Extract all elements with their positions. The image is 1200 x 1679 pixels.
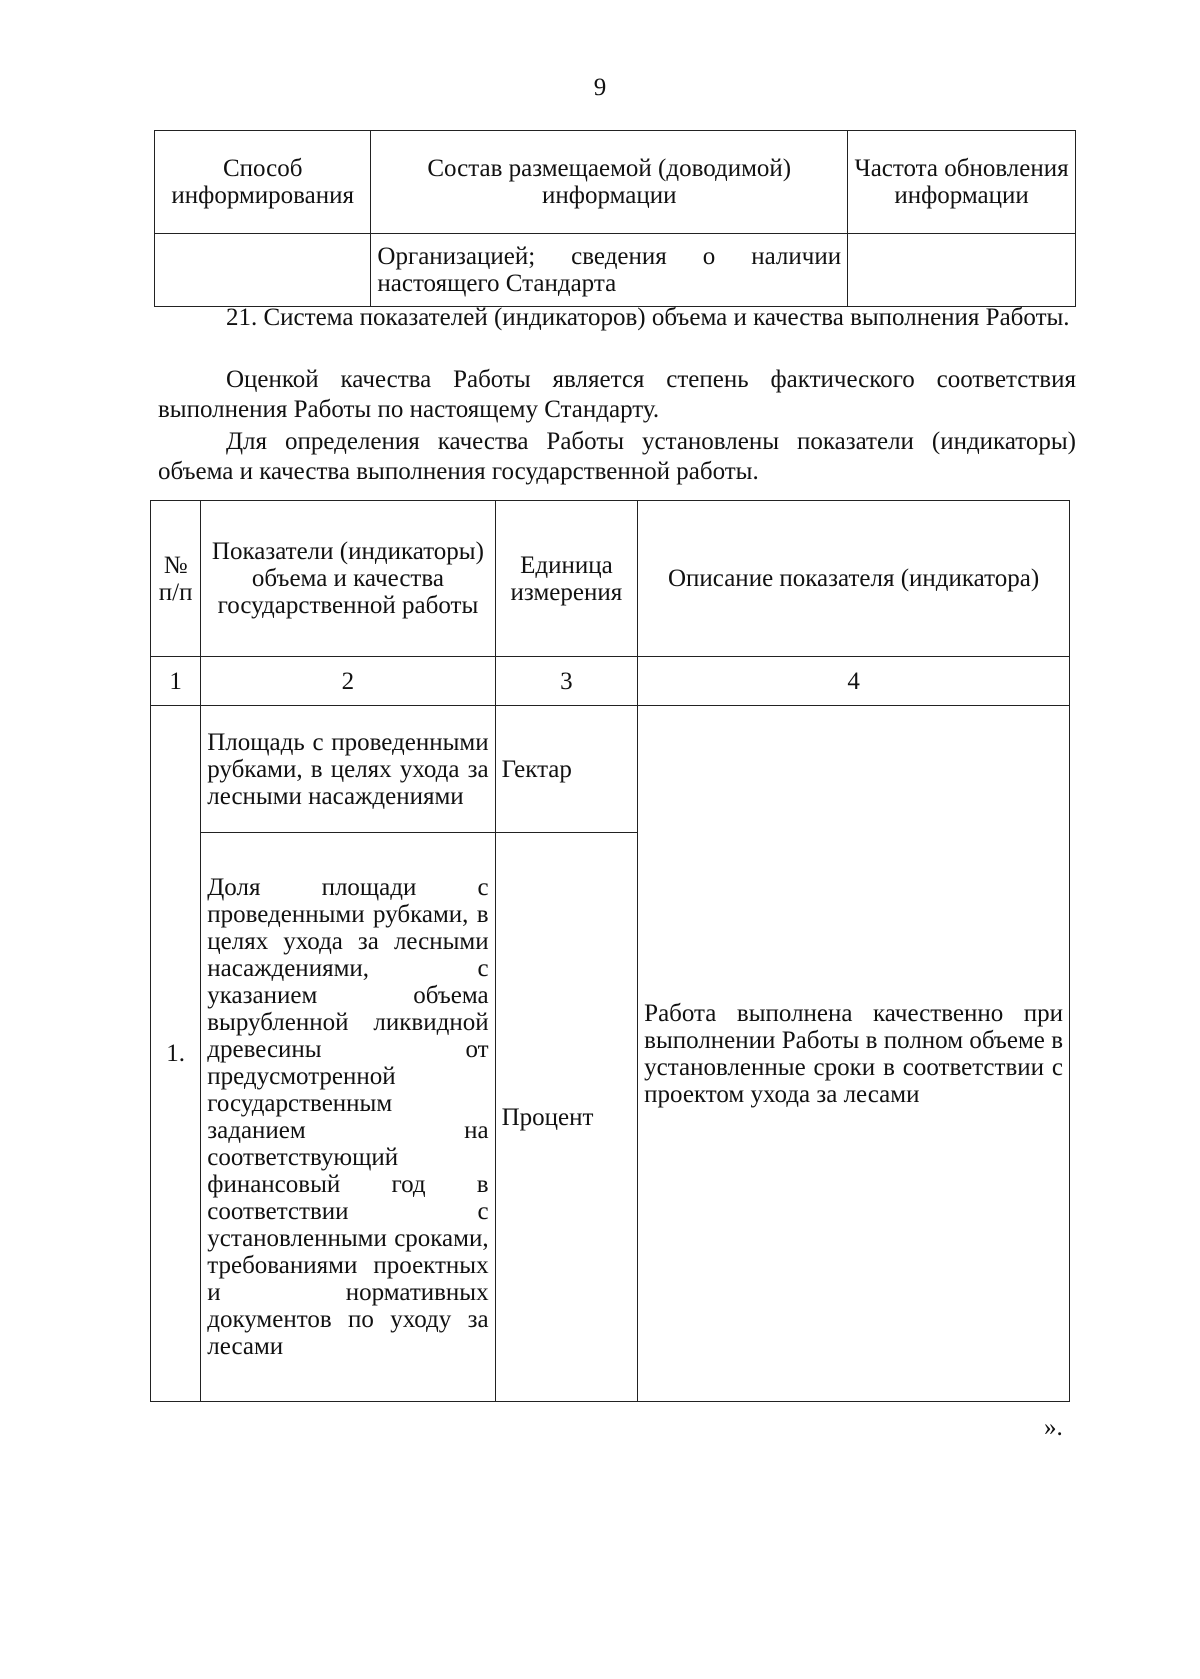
paragraph-21-text: 21. Система показателей (индикаторов) объема и качества выполнения Работы. xyxy=(226,304,1070,331)
indicators-table xyxy=(150,500,1070,1402)
table-header-row xyxy=(155,131,1076,234)
paragraph-indicators xyxy=(158,427,1076,487)
closing-quote: ». xyxy=(1044,1414,1063,1441)
information-table xyxy=(154,130,1076,307)
cell-frequency xyxy=(848,234,1076,307)
table-row xyxy=(155,234,1076,307)
header-unit: Единица измерения xyxy=(495,501,638,657)
column-number-4: 4 xyxy=(638,657,1070,706)
header-number: № п/п xyxy=(151,501,201,657)
paragraph-21 xyxy=(158,303,1076,333)
column-number-1: 1 xyxy=(151,657,201,706)
paragraph-indicators-text: Для определения качества Работы установлены показатели (индикаторы) объема и качества выполнения государственной работы. xyxy=(158,428,1076,485)
column-number-3: 3 xyxy=(495,657,638,706)
cell-method xyxy=(155,234,371,307)
header-method: Способ информирования xyxy=(155,131,371,234)
row-number: 1. xyxy=(151,706,201,1402)
paragraph-quality-text: Оценкой качества Работы является степень фактического соответствия выполнения Работы по настоящему Стандарту. xyxy=(158,366,1076,423)
table-row xyxy=(151,706,1070,833)
unit-hectare: Гектар xyxy=(495,706,638,833)
column-number-2: 2 xyxy=(201,657,495,706)
paragraph-quality xyxy=(158,365,1076,425)
indicator-area xyxy=(201,706,495,833)
page-number: 9 xyxy=(593,74,607,101)
indicator-area-text: Площадь с проведенными рубками, в целях ухода за лесными насаждениями xyxy=(207,728,489,810)
indicator-share xyxy=(201,833,495,1402)
indicator-description-text: Работа выполнена качественно при выполнении Работы в полном объеме в установленные сроки в соответствии с проектом ухода за лесами xyxy=(644,999,1063,1108)
cell-content: Организацией; сведения о наличии настоящего Стандарта xyxy=(371,234,848,307)
unit-percent: Процент xyxy=(495,833,638,1402)
header-indicators: Показатели (индикаторы) объема и качества государственной работы xyxy=(201,501,495,657)
header-content: Состав размещаемой (доводимой) информации xyxy=(371,131,848,234)
indicator-description xyxy=(638,706,1070,1402)
header-frequency: Частота обновления информации xyxy=(848,131,1076,234)
column-numbers-row xyxy=(151,657,1070,706)
indicator-share-text: Доля площади с проведенными рубками, в целях ухода за лесными насаждениями, с указанием объема вырубленной ликвидной древесины от предусмотренной государственным заданием на соответствующий финансовый год в соответствии с установленными сроками, требованиями проектных и нормативных документов по уходу за лесами xyxy=(207,874,489,1360)
header-description: Описание показателя (индикатора) xyxy=(638,501,1070,657)
table-header-row xyxy=(151,501,1070,657)
